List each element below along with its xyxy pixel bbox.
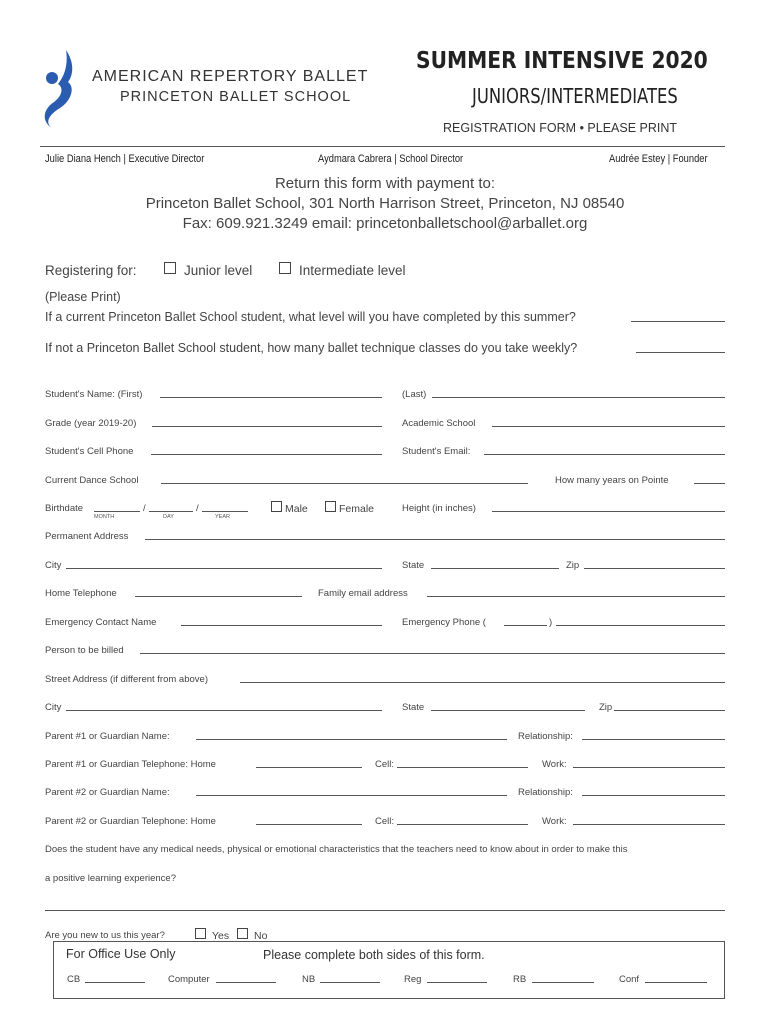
year-hint: YEAR — [215, 514, 230, 520]
office-nb-line[interactable] — [320, 982, 380, 983]
not-student-question: If not a Princeton Ballet School student, how many ballet technique classes do you take weekly? — [45, 341, 578, 355]
permanent-address-label: Permanent Address — [45, 531, 129, 542]
please-print-note: (Please Print) — [45, 290, 121, 304]
academic-school-label: Academic School — [402, 418, 476, 429]
parent1-name-label: Parent #1 or Guardian Name: — [45, 731, 170, 742]
page-subtitle: JUNIORS/INTERMEDIATES — [472, 84, 678, 108]
office-reg-line[interactable] — [427, 982, 487, 983]
home-telephone-label: Home Telephone — [45, 588, 117, 599]
registering-label: Registering for: — [45, 263, 137, 278]
academic-school-line[interactable] — [492, 426, 725, 427]
emergency-area-code-line[interactable] — [504, 625, 547, 626]
family-email-label: Family email address — [318, 588, 408, 599]
junior-label: Junior level — [184, 263, 253, 278]
emergency-name-label: Emergency Contact Name — [45, 617, 157, 628]
parent1-home-line[interactable] — [256, 767, 362, 768]
parent2-cell-line[interactable] — [397, 824, 528, 825]
pointe-years-label: How many years on Pointe — [555, 475, 669, 486]
office-conf-line[interactable] — [645, 982, 707, 983]
state-2-label: State — [402, 702, 425, 713]
state-label: State — [402, 560, 425, 571]
city-2-line[interactable] — [66, 710, 382, 711]
month-hint: MONTH — [94, 514, 115, 520]
last-name-line[interactable] — [432, 397, 725, 398]
medical-answer-line[interactable] — [45, 910, 725, 911]
new-yes-label: Yes — [212, 930, 230, 942]
current-level-line[interactable] — [631, 321, 725, 322]
staff-founder: Audrée Estey | Founder — [609, 153, 708, 165]
parent2-home-line[interactable] — [256, 824, 362, 825]
parent1-relationship-label: Relationship: — [518, 731, 573, 742]
family-email-line[interactable] — [427, 596, 725, 597]
parent1-cell-label: Cell: — [375, 759, 395, 770]
birth-year-line[interactable] — [202, 511, 248, 512]
parent2-relationship-label: Relationship: — [518, 787, 573, 798]
parent2-cell-label: Cell: — [375, 816, 395, 827]
street-address-line[interactable] — [240, 682, 725, 683]
office-use-title: For Office Use Only — [66, 947, 176, 961]
new-student-label: Are you new to us this year? — [45, 930, 165, 941]
date-slash-2: / — [196, 503, 199, 514]
parent1-work-label: Work: — [542, 759, 567, 770]
date-slash-1: / — [143, 503, 146, 514]
city-2-label: City — [45, 702, 62, 713]
office-cb-line[interactable] — [85, 982, 145, 983]
dance-school-line[interactable] — [161, 483, 528, 484]
billed-label: Person to be billed — [45, 645, 124, 656]
dancer-logo-icon — [40, 48, 84, 128]
office-conf-label: Conf — [619, 974, 640, 985]
header-divider — [40, 146, 725, 147]
state-2-line[interactable] — [431, 710, 585, 711]
dance-school-label: Current Dance School — [45, 475, 139, 486]
return-line1: Return this form with payment to: — [274, 175, 496, 192]
female-label: Female — [339, 503, 375, 515]
emergency-name-line[interactable] — [181, 625, 382, 626]
pointe-years-line[interactable] — [694, 483, 725, 484]
first-name-label: Student's Name: (First) — [45, 389, 143, 400]
parent1-telephone-label: Parent #1 or Guardian Telephone: Home — [45, 759, 216, 770]
height-line[interactable] — [492, 511, 725, 512]
medical-question: Does the student have any medical needs, physical or emotional characteristics that the teachers need to know about in order to make this — [45, 844, 628, 855]
office-computer-label: Computer — [168, 974, 210, 985]
new-no-checkbox[interactable] — [237, 928, 248, 939]
emergency-phone-line[interactable] — [556, 625, 725, 626]
current-student-question: If a current Princeton Ballet School student, what level will you have completed by this summer? — [45, 310, 576, 324]
parent1-cell-line[interactable] — [397, 767, 528, 768]
zip-label: Zip — [566, 560, 580, 571]
student-email-line[interactable] — [484, 454, 725, 455]
org-name-line2: PRINCETON BALLET SCHOOL — [120, 89, 352, 105]
office-rb-line[interactable] — [532, 982, 594, 983]
emergency-paren-close: ) — [549, 617, 553, 628]
org-name-line1: AMERICAN REPERTORY BALLET — [92, 68, 369, 85]
billed-line[interactable] — [140, 653, 725, 654]
day-hint: DAY — [163, 514, 174, 520]
female-checkbox[interactable] — [325, 501, 336, 512]
street-address-label: Street Address (if different from above) — [45, 674, 208, 685]
home-telephone-line[interactable] — [135, 596, 302, 597]
parent2-relationship-line[interactable] — [582, 795, 725, 796]
parent2-work-label: Work: — [542, 816, 567, 827]
height-label: Height (in inches) — [402, 503, 476, 514]
staff-executive-director: Julie Diana Hench | Executive Director — [45, 153, 205, 165]
weekly-classes-line[interactable] — [636, 352, 725, 353]
grade-label: Grade (year 2019-20) — [45, 418, 137, 429]
parent2-work-line[interactable] — [573, 824, 725, 825]
last-name-label: (Last) — [402, 389, 427, 400]
student-email-label: Student's Email: — [402, 446, 471, 457]
male-checkbox[interactable] — [271, 501, 282, 512]
new-yes-checkbox[interactable] — [195, 928, 206, 939]
permanent-address-line[interactable] — [145, 539, 725, 540]
parent1-work-line[interactable] — [573, 767, 725, 768]
staff-school-director: Aydmara Cabrera | School Director — [318, 153, 464, 165]
cell-phone-label: Student's Cell Phone — [45, 446, 134, 457]
parent2-name-line[interactable] — [196, 795, 507, 796]
grade-line[interactable] — [152, 426, 382, 427]
new-no-label: No — [254, 930, 268, 942]
male-label: Male — [285, 503, 308, 515]
office-rb-label: RB — [513, 974, 527, 985]
zip-2-label: Zip — [599, 702, 613, 713]
city-label: City — [45, 560, 62, 571]
return-address: Princeton Ballet School, 301 North Harrison Street, Princeton, NJ 08540 — [145, 195, 625, 212]
state-line[interactable] — [431, 568, 559, 569]
emergency-phone-label: Emergency Phone ( — [402, 617, 486, 628]
parent2-telephone-label: Parent #2 or Guardian Telephone: Home — [45, 816, 216, 827]
cell-phone-line[interactable] — [151, 454, 382, 455]
return-contact: Fax: 609.921.3249 email: princetonballetschool@arballet.org — [182, 215, 588, 232]
form-note: REGISTRATION FORM • PLEASE PRINT — [443, 121, 678, 135]
zip-2-line[interactable] — [614, 710, 725, 711]
page-title: SUMMER INTENSIVE 2020 — [416, 48, 708, 74]
office-reg-label: Reg — [404, 974, 422, 985]
medical-question-cont: a positive learning experience? — [45, 873, 176, 884]
junior-checkbox[interactable] — [164, 262, 176, 274]
office-computer-line[interactable] — [216, 982, 276, 983]
parent1-relationship-line[interactable] — [582, 739, 725, 740]
birthdate-label: Birthdate — [45, 503, 84, 514]
both-sides-note: Please complete both sides of this form. — [263, 948, 485, 962]
birth-day-line[interactable] — [149, 511, 193, 512]
birth-month-line[interactable] — [94, 511, 140, 512]
office-cb-label: CB — [67, 974, 81, 985]
parent1-name-line[interactable] — [196, 739, 507, 740]
intermediate-label: Intermediate level — [299, 263, 406, 278]
intermediate-checkbox[interactable] — [279, 262, 291, 274]
parent2-name-label: Parent #2 or Guardian Name: — [45, 787, 170, 798]
zip-line[interactable] — [584, 568, 725, 569]
city-line[interactable] — [66, 568, 382, 569]
office-nb-label: NB — [302, 974, 316, 985]
first-name-line[interactable] — [160, 397, 382, 398]
